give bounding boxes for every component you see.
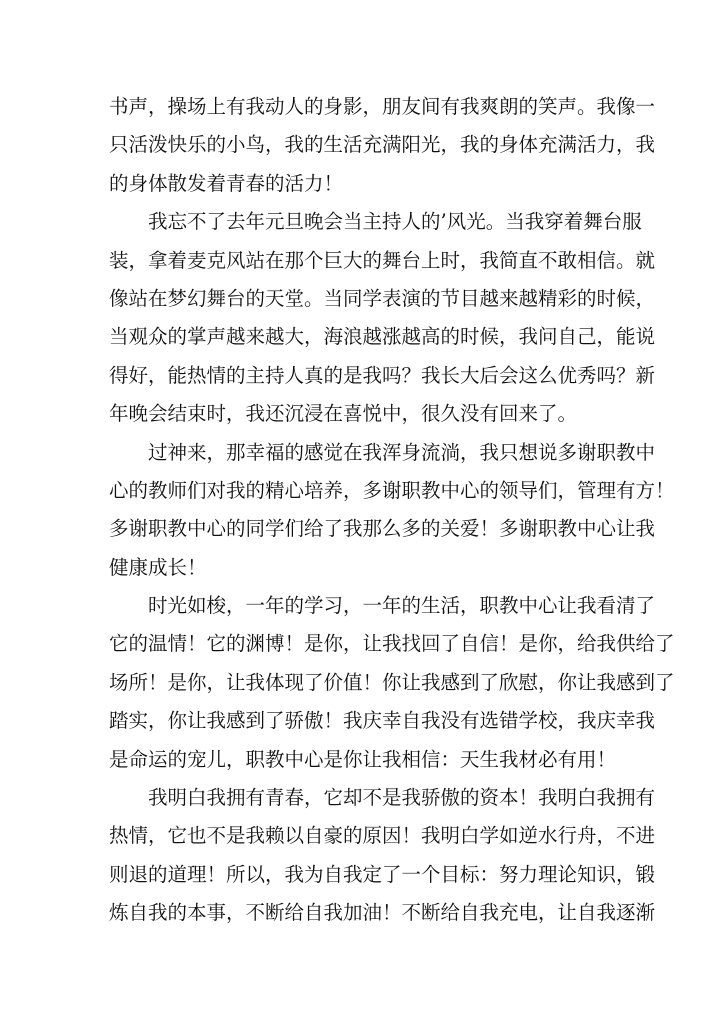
text-line: 我明白我拥有青春，它却不是我骄傲的资本！我明白我拥有 — [148, 786, 656, 810]
text-line: 装，拿着麦克风站在那个巨大的舞台上时，我简直不敢相信。就 — [109, 248, 656, 272]
text-line: 场所！是你，让我体现了价值！你让我感到了欣慰，你让我感到了 — [109, 670, 675, 694]
text-line: 则退的道理！所以，我为自我定了一个目标：努力理论知识，锻 — [109, 862, 656, 886]
text-line: 书声，操场上有我动人的身影，朋友间有我爽朗的笑声。我像一 — [109, 95, 656, 118]
body-text — [109, 88, 675, 933]
text-line: 当观众的掌声越来越大，海浪越涨越高的时候，我问自己，能说 — [109, 325, 656, 349]
text-line: 健康成长！ — [109, 555, 207, 579]
text-line: 过神来，那幸福的感觉在我浑身流淌，我只想说多谢职教中 — [148, 440, 656, 464]
text-line: 像站在梦幻舞台的天堂。当同学表演的节目越来越精彩的时候， — [109, 286, 656, 310]
text-line: 炼自我的本事，不断给自我加油！不断给自我充电，让自我逐渐 — [109, 901, 656, 925]
text-line: 只活泼快乐的小鸟，我的生活充满阳光，我的身体充满活力，我 — [109, 133, 656, 157]
text-line: 时光如梭，一年的学习，一年的生活，职教中心让我看清了 — [148, 594, 656, 618]
text-line: 多谢职教中心的同学们给了我那么多的关爱！多谢职教中心让我 — [109, 517, 656, 541]
text-line: 是命运的宠儿，职教中心是你让我相信：天生我材必有用！ — [109, 747, 617, 771]
text-line: 踏实，你让我感到了骄傲！我庆幸自我没有选错学校，我庆幸我 — [109, 709, 656, 733]
text-line: 我忘不了去年元旦晚会当主持人的’风光。当我穿着舞台服 — [148, 210, 642, 234]
text-line: 年晚会结束时，我还沉浸在喜悦中，很久没有回来了。 — [109, 402, 578, 426]
text-line: 得好，能热情的主持人真的是我吗？我长大后会这么优秀吗？新 — [109, 363, 656, 387]
text-line: 心的教师们对我的精心培养，多谢职教中心的领导们，管理有方！ — [109, 478, 675, 502]
text-line: 热情，它也不是我赖以自豪的原因！我明白学如逆水行舟，不进 — [109, 824, 656, 848]
text-line: 它的温情！它的渊博！是你，让我找回了自信！是你，给我供给了 — [109, 632, 675, 656]
text-line: 的身体散发着青春的活力！ — [109, 171, 344, 195]
